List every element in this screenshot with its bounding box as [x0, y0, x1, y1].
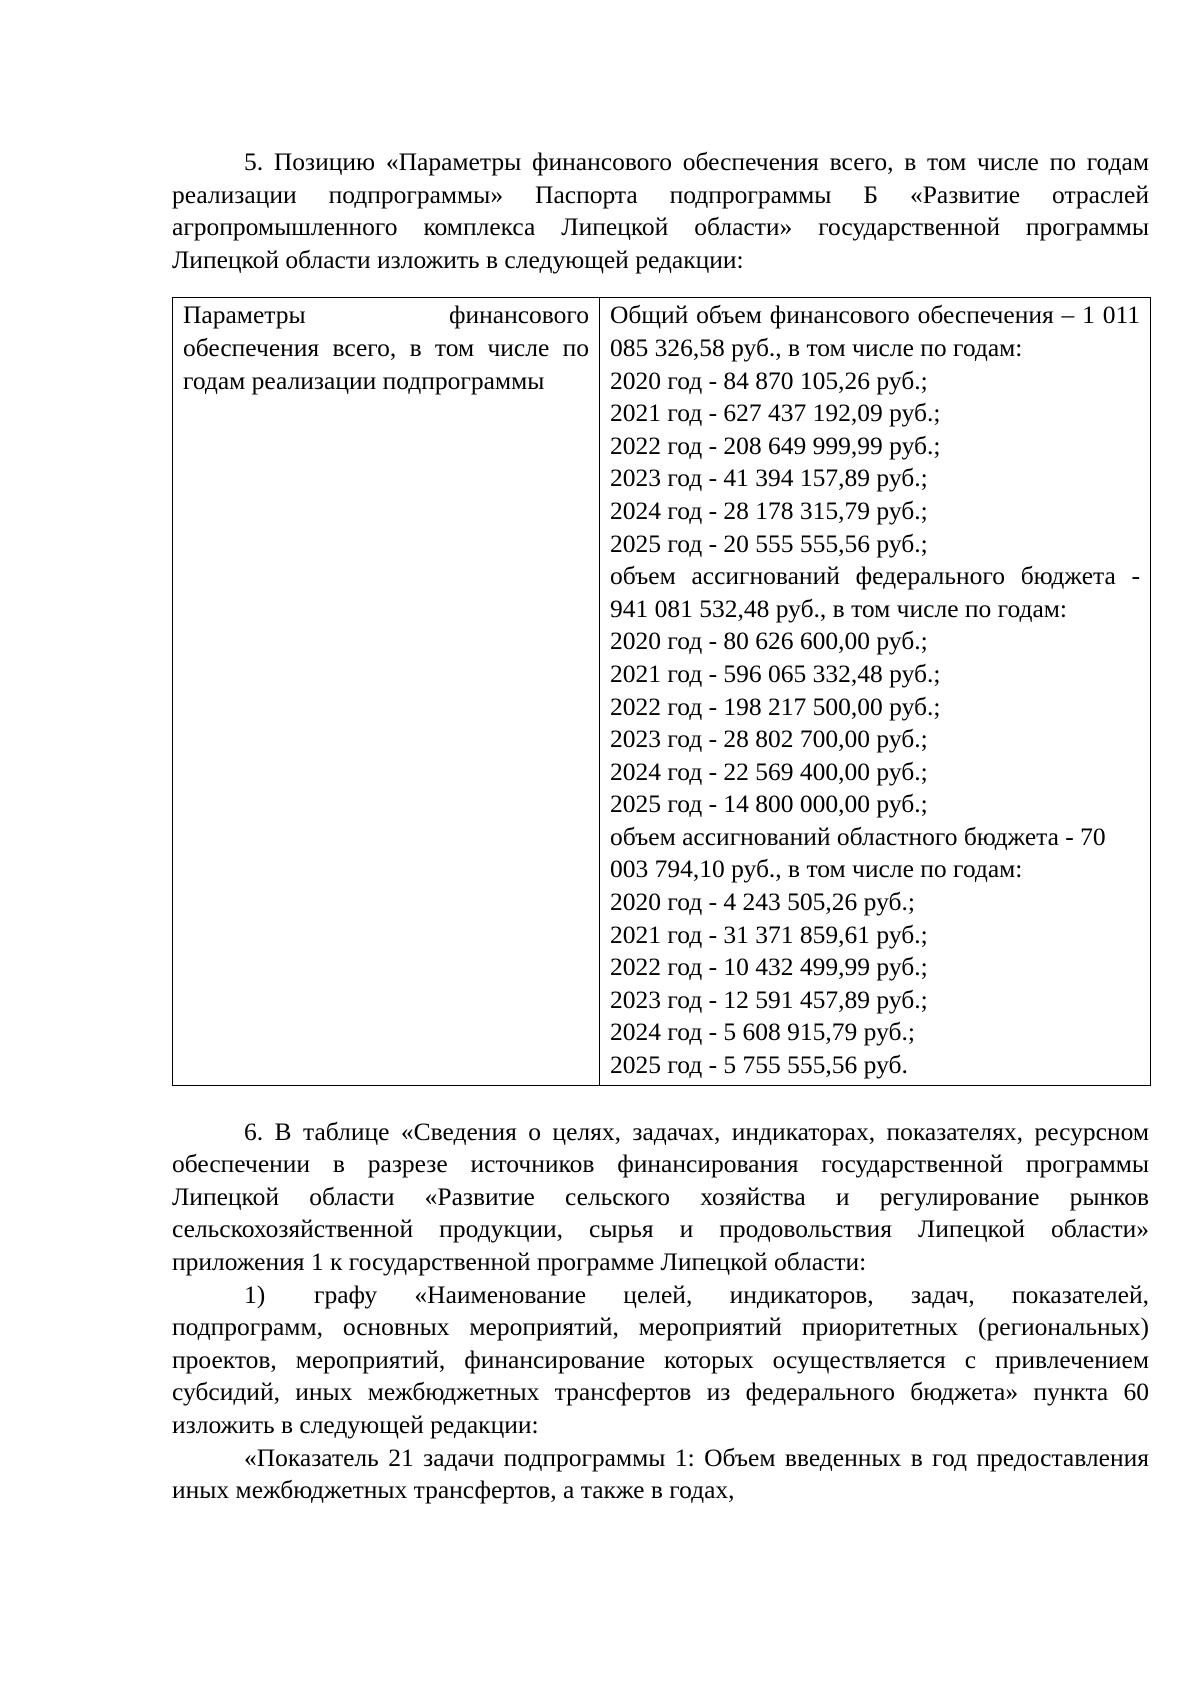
item-1-number: 1) [244, 1279, 266, 1309]
item-1-paragraph [172, 1279, 1149, 1442]
regional-year-2022: 2022 год - 10 432 499,99 руб.; [610, 952, 928, 982]
regional-year-2023: 2023 год - 12 591 457,89 руб.; [610, 984, 928, 1014]
total-year-2024: 2024 год - 28 178 315,79 руб.; [610, 495, 928, 525]
financing-values-cell [600, 298, 1151, 1085]
federal-year-2021: 2021 год - 596 065 332,48 руб.; [610, 658, 941, 688]
document-page [172, 146, 1149, 1507]
parameters-label-cell: Параметры финансового обеспечения всего, в том числе по годам реализации подпрограммы [173, 298, 600, 1085]
total-financing-line: Общий объем финансового обеспечения – 1 011 085 326,58 руб., в том числе по годам: [610, 300, 1140, 362]
section-6-paragraph: 6. В таблице «Сведения о целях, задачах, индикаторах, показателях, ресурсном обеспечении в разрезе источников финансирования государственной программы Липецкой области «Развитие сельского хозяйства и регулирование рынков сельскохозяйственной продукции, сырья и продовольствия Липецкой области» приложения 1 к государственной программе Липецкой области: [172, 1116, 1149, 1276]
table-row [173, 298, 1151, 1085]
regional-year-2024: 2024 год - 5 608 915,79 руб.; [610, 1017, 915, 1047]
total-year-2023: 2023 год - 41 394 157,89 руб.; [610, 463, 928, 493]
regional-year-2025: 2025 год - 5 755 555,56 руб. [610, 1050, 908, 1080]
regional-budget-line: объем ассигнований областного бюджета - 70 003 794,10 руб., в том числе по годам: [610, 821, 1106, 884]
total-year-2020: 2020 год - 84 870 105,26 руб.; [610, 365, 928, 395]
regional-year-2020: 2020 год - 4 243 505,26 руб.; [610, 887, 915, 917]
federal-year-2024: 2024 год - 22 569 400,00 руб.; [610, 756, 928, 786]
federal-budget-line: объем ассигнований федерального бюджета - 941 081 532,48 руб., в том числе по годам: [610, 561, 1140, 623]
total-year-2022: 2022 год - 208 649 999,99 руб.; [610, 430, 941, 460]
regional-year-2021: 2021 год - 31 371 859,61 руб.; [610, 919, 928, 949]
federal-year-2023: 2023 год - 28 802 700,00 руб.; [610, 724, 928, 754]
quote-paragraph: «Показатель 21 задачи подпрограммы 1: Объем введенных в год предоставления иных межбюджетных трансфертов, а также в годах, [172, 1442, 1149, 1505]
total-year-2021: 2021 год - 627 437 192,09 руб.; [610, 398, 941, 428]
item-1-text: графу «Наименование целей, индикаторов, задач, показателей, подпрограмм, основных мероприятий, мероприятий приоритетных (региональных) проектов, мероприятий, финансирование которых осуществляется с привлечением субсидий, иных межбюджетных трансфертов из федерального бюджета» пункта 60 изложить в следующей редакции: [172, 1279, 1149, 1439]
financing-parameters-table [172, 297, 1151, 1085]
section-5-paragraph: 5. Позицию «Параметры финансового обеспечения всего, в том числе по годам реализации подпрограммы» Паспорта подпрограммы Б «Развитие отраслей агропромышленного комплекса Липецкой области» государственной программы Липецкой области изложить в следующей редакции: [172, 147, 1149, 274]
federal-year-2025: 2025 год - 14 800 000,00 руб.; [610, 789, 928, 819]
total-year-2025: 2025 год - 20 555 555,56 руб.; [610, 528, 928, 558]
federal-year-2020: 2020 год - 80 626 600,00 руб.; [610, 626, 928, 656]
federal-year-2022: 2022 год - 198 217 500,00 руб.; [610, 691, 941, 721]
